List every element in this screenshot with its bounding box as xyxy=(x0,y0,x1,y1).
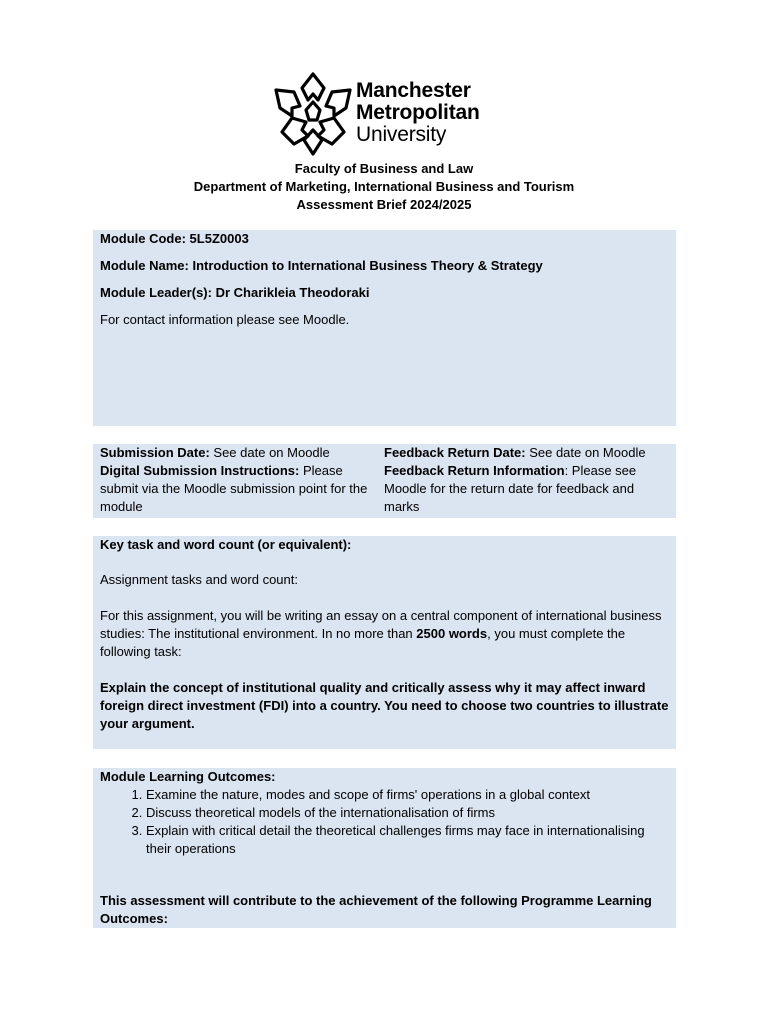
digital-submission-instructions: Digital Submission Instructions: Please submit via the Moodle submission point for the module xyxy=(100,463,368,514)
list-item: 1. Examine the nature, modes and scope of firms' operations in a global context xyxy=(146,786,666,804)
faculty-name: Faculty of Business and Law xyxy=(294,161,474,176)
learning-outcomes-list xyxy=(121,786,666,858)
learning-outcomes-box xyxy=(93,768,676,928)
submission-date: Submission Date: See date on Moodle xyxy=(100,445,330,460)
submission-column xyxy=(100,444,372,516)
module-name: Module Name: Introduction to International Business Theory & Strategy xyxy=(100,258,543,273)
programme-outcomes-intro: This assessment will contribute to the achievement of the following Programme Learning Outcomes: xyxy=(100,893,652,926)
key-task-heading: Key task and word count (or equivalent): xyxy=(100,537,352,552)
assignment-intro: For this assignment, you will be writing an essay on a central component of international business studies: The institutional environment. In no more than 2500 words, you must complete the following task: xyxy=(100,608,662,659)
logo-line-metropolitan: Metropolitan xyxy=(356,101,480,124)
logo-wordmark xyxy=(356,80,480,146)
document-header xyxy=(0,160,768,214)
department-name: Department of Marketing, International Business and Tourism xyxy=(193,179,575,194)
submission-info-box xyxy=(93,444,676,518)
learning-outcomes-heading: Module Learning Outcomes: xyxy=(100,769,276,784)
contact-info: For contact information please see Moodle. xyxy=(100,312,350,327)
feedback-return-date: Feedback Return Date: See date on Moodle xyxy=(384,445,646,460)
logo-emblem-icon xyxy=(272,70,354,156)
logo-line-university: University xyxy=(356,123,447,146)
assignment-question: Explain the concept of institutional quality and critically assess why it may affect inward foreign direct investment (FDI) into a country. You need to choose two countries to illustrate your argument. xyxy=(100,680,669,731)
module-leader: Module Leader(s): Dr Charikleia Theodoraki xyxy=(100,285,370,300)
list-item: 3. Explain with critical detail the theoretical challenges firms may face in internationalising their operations xyxy=(146,822,666,858)
module-code: Module Code: 5L5Z0003 xyxy=(100,231,249,246)
brief-title: Assessment Brief 2024/2025 xyxy=(296,197,472,212)
list-item: 2. Discuss theoretical models of the internationalisation of firms xyxy=(146,804,666,822)
key-task-box xyxy=(93,536,676,749)
logo-line-manchester: Manchester xyxy=(356,79,471,102)
assignment-subheading: Assignment tasks and word count: xyxy=(100,572,298,587)
feedback-return-information: Feedback Return Information: Please see Moodle for the return date for feedback and marks xyxy=(384,463,637,514)
module-info-box xyxy=(93,230,676,426)
feedback-column xyxy=(384,444,672,516)
university-logo xyxy=(272,70,502,160)
